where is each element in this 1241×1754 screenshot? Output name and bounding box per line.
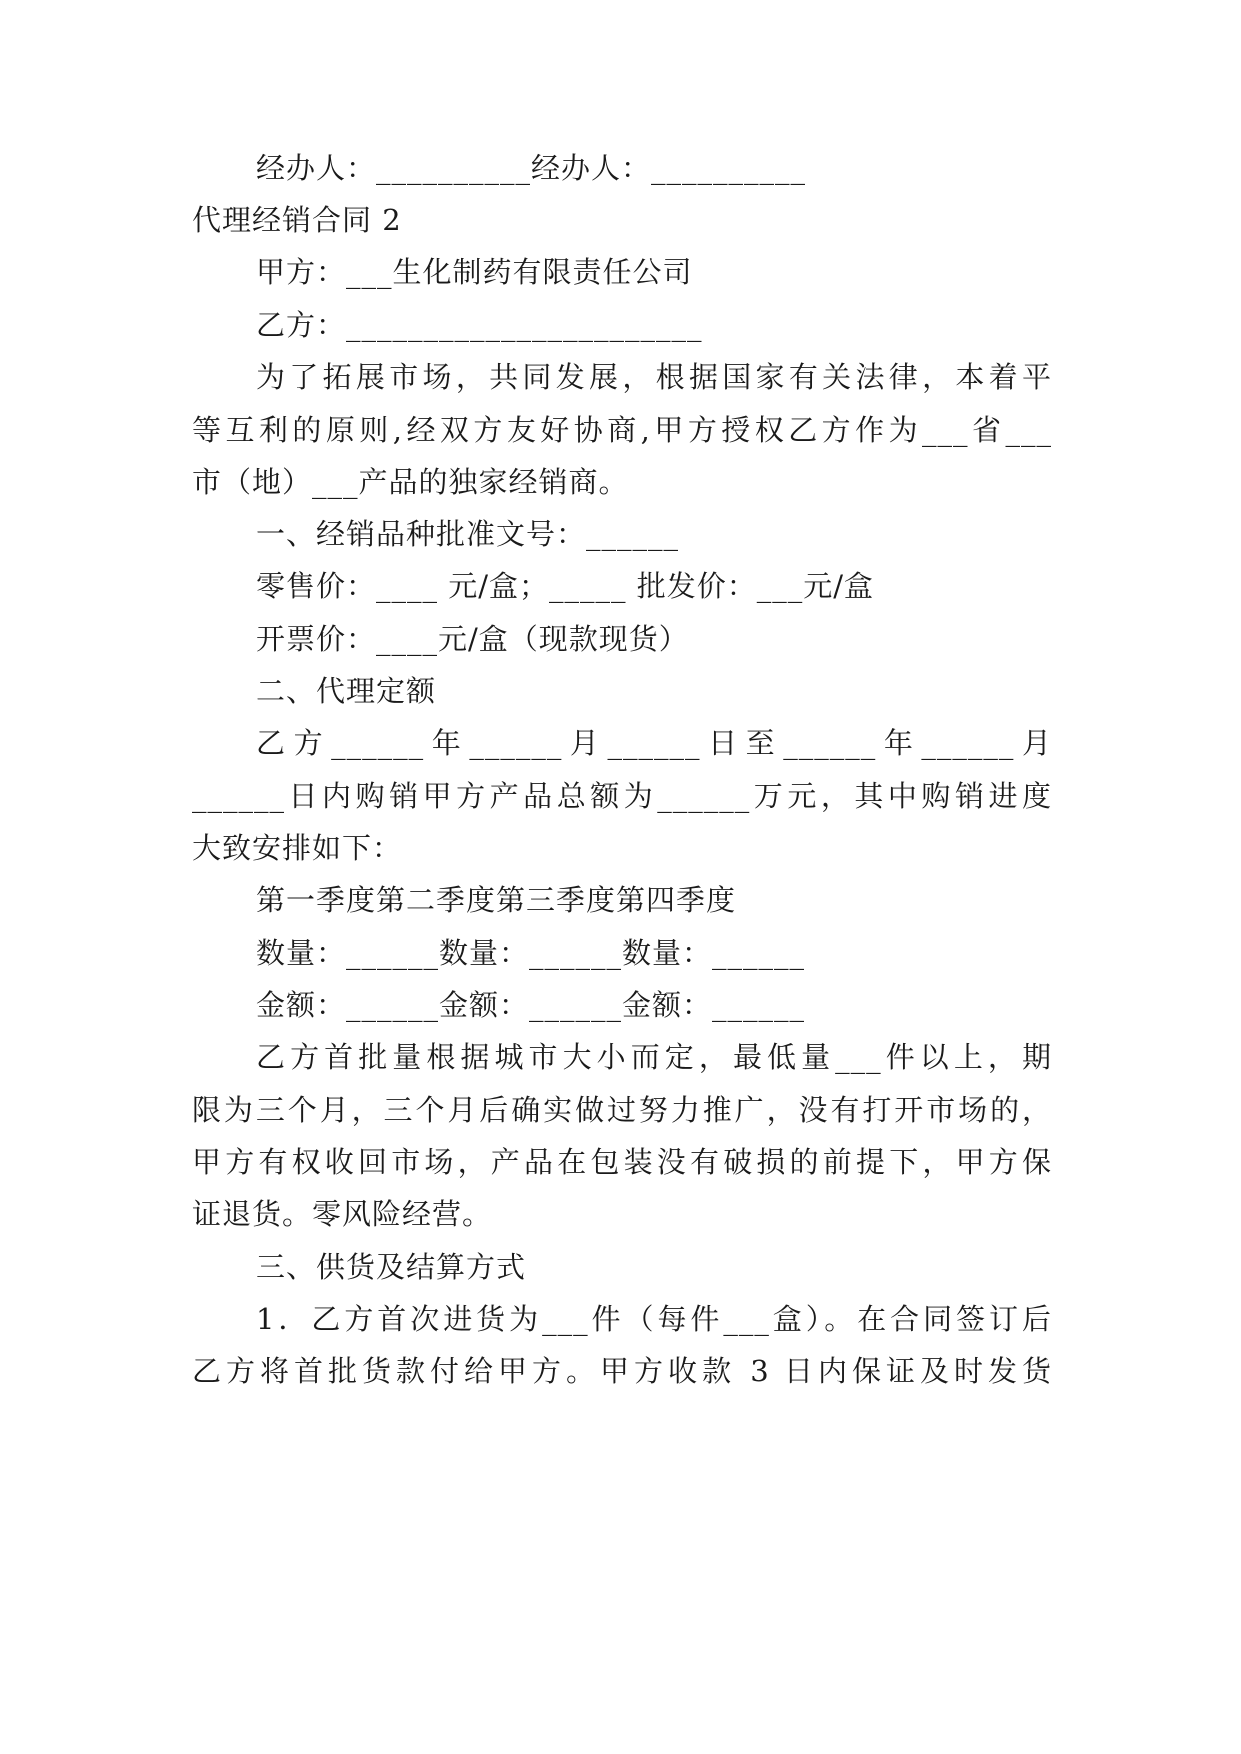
paragraph-line: 乙方首批量根据城市大小而定，最低量___件以上，期 — [256, 1040, 1052, 1074]
price-line: 开票价：____元/盒（现款现货） — [256, 622, 689, 656]
paragraph-line: 限为三个月，三个月后确实做过努力推广，没有打开市场的， — [192, 1093, 1052, 1127]
paragraph-line: 乙方______年______月______日至______年______月 — [256, 726, 1052, 760]
paragraph-line: 市（地）___产品的独家经销商。 — [192, 465, 629, 499]
party-b-line: 乙方：_______________________ — [256, 308, 703, 342]
paragraph-line: 甲方有权收回市场，产品在包装没有破损的前提下，甲方保 — [192, 1145, 1052, 1179]
paragraph-line: 等互利的原则,经双方友好协商,甲方授权乙方作为___省___ — [192, 413, 1052, 447]
section-title: 代理经销合同 2 — [192, 203, 402, 237]
party-a-line: 甲方：___生化制药有限责任公司 — [256, 255, 693, 289]
paragraph-line: 乙方将首批货款付给甲方。甲方收款 3 日内保证及时发货 — [192, 1354, 1052, 1388]
quarter-line: 第一季度第二季度第三季度第四季度 — [256, 883, 737, 917]
price-line: 零售价：____ 元/盒；_____ 批发价：___元/盒 — [256, 569, 874, 603]
paragraph-line: 证退货。零风险经营。 — [192, 1197, 493, 1231]
paragraph-line: 大致安排如下： — [192, 831, 403, 865]
quantity-line: 数量：______数量：______数量：______ — [256, 936, 806, 970]
paragraph-line: 1．乙方首次进货为___件（每件___盒）。在合同签订后 — [256, 1302, 1052, 1336]
clause-heading: 一、经销品种批准文号：______ — [256, 517, 680, 551]
handler-signature-line: 经办人：__________经办人：__________ — [256, 151, 807, 185]
clause-heading: 三、供货及结算方式 — [256, 1250, 527, 1284]
paragraph-line: 为了拓展市场，共同发展，根据国家有关法律，本着平 — [256, 360, 1052, 394]
amount-line: 金额：______金额：______金额：______ — [256, 988, 806, 1022]
clause-heading: 二、代理定额 — [256, 674, 437, 708]
paragraph-line: ______日内购销甲方产品总额为______万元，其中购销进度 — [192, 779, 1052, 813]
